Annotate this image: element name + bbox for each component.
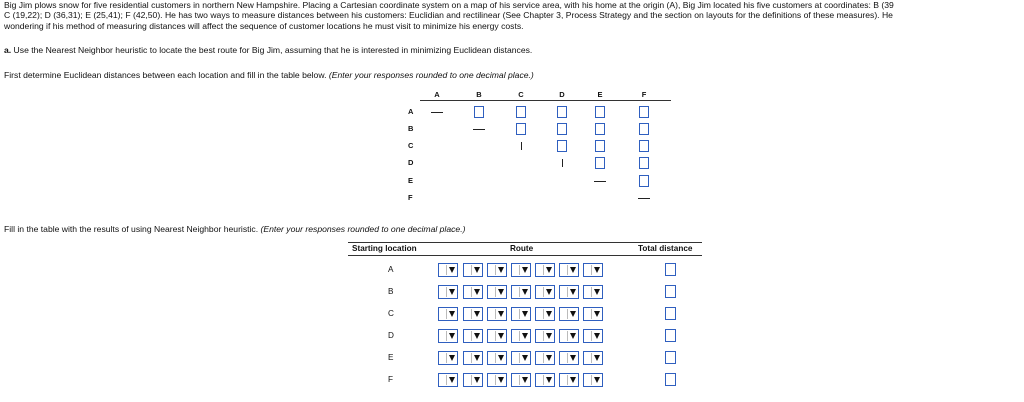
dropdown-separator <box>471 375 472 385</box>
route-dropdown-b-6[interactable] <box>559 285 579 299</box>
chevron-down-icon <box>449 355 455 361</box>
route-dropdown-d-3[interactable] <box>487 329 507 343</box>
route-dropdown-a-2[interactable] <box>463 263 483 277</box>
route-dropdown-e-4[interactable] <box>511 351 531 365</box>
chevron-down-icon <box>546 311 552 317</box>
dropdown-separator <box>471 287 472 297</box>
chevron-down-icon <box>522 333 528 339</box>
dropdown-separator <box>543 375 544 385</box>
chevron-down-icon <box>594 289 600 295</box>
dropdown-separator <box>591 375 592 385</box>
chevron-down-icon <box>449 333 455 339</box>
matrix-col-header-e: E <box>597 90 603 99</box>
dropdown-separator <box>519 353 520 363</box>
dropdown-separator <box>543 309 544 319</box>
dropdown-separator <box>567 353 568 363</box>
route-dropdown-c-3[interactable] <box>487 307 507 321</box>
dropdown-separator <box>591 331 592 341</box>
distance-input-a-b[interactable] <box>474 106 484 118</box>
chevron-down-icon <box>594 267 600 273</box>
part-a-text: Use the Nearest Neighbor heuristic to locate the best route for Big Jim, assuming that he is interested in minimizing Euclidean distances. <box>11 45 533 55</box>
chevron-down-icon <box>594 311 600 317</box>
chevron-down-icon <box>522 355 528 361</box>
total-distance-input-f[interactable] <box>665 373 676 386</box>
dropdown-separator <box>519 309 520 319</box>
route-instruction-text: Fill in the table with the results of using Nearest Neighbor heuristic. <box>4 224 261 234</box>
route-dropdown-e-7[interactable] <box>583 351 603 365</box>
dropdown-separator <box>591 287 592 297</box>
route-dropdown-a-5[interactable] <box>535 263 555 277</box>
distance-input-d-f[interactable] <box>639 157 649 169</box>
dropdown-separator <box>591 309 592 319</box>
total-distance-input-b[interactable] <box>665 285 676 298</box>
chevron-down-icon <box>594 377 600 383</box>
route-dropdown-f-1[interactable] <box>438 373 458 387</box>
distance-input-a-e[interactable] <box>595 106 605 118</box>
chevron-down-icon <box>546 355 552 361</box>
dropdown-separator <box>495 265 496 275</box>
route-dropdown-f-5[interactable] <box>535 373 555 387</box>
chevron-down-icon <box>474 333 480 339</box>
dropdown-separator <box>495 287 496 297</box>
dropdown-separator <box>471 353 472 363</box>
dropdown-separator <box>567 309 568 319</box>
chevron-down-icon <box>449 311 455 317</box>
matrix-row-header-e: E <box>408 176 414 185</box>
route-dropdown-b-4[interactable] <box>511 285 531 299</box>
part-a-question <box>4 45 532 55</box>
header-route: Route <box>510 244 534 253</box>
header-starting-location: Starting location <box>352 244 417 253</box>
dropdown-separator <box>495 353 496 363</box>
dropdown-separator <box>543 287 544 297</box>
matrix-col-header-a: A <box>434 90 440 99</box>
chevron-down-icon <box>570 355 576 361</box>
distance-input-c-e[interactable] <box>595 140 605 152</box>
chevron-down-icon <box>498 267 504 273</box>
chevron-down-icon <box>570 311 576 317</box>
route-dropdown-d-6[interactable] <box>559 329 579 343</box>
matrix-row-header-a: A <box>408 107 414 116</box>
route-instruction <box>4 224 465 234</box>
route-dropdown-d-1[interactable] <box>438 329 458 343</box>
route-dropdown-e-6[interactable] <box>559 351 579 365</box>
route-dropdown-c-7[interactable] <box>583 307 603 321</box>
route-table-top-border <box>348 242 702 243</box>
dropdown-separator <box>471 309 472 319</box>
matrix-instruction-hint: (Enter your responses rounded to one decimal place.) <box>328 70 534 80</box>
route-dropdown-c-6[interactable] <box>559 307 579 321</box>
chevron-down-icon <box>474 377 480 383</box>
dropdown-separator <box>591 265 592 275</box>
distance-input-e-f[interactable] <box>639 175 649 187</box>
distance-input-b-d[interactable] <box>557 123 567 135</box>
dropdown-separator <box>495 375 496 385</box>
problem-line-2: C (19,22); D (36,31); E (25,41); F (42,50). He has two ways to measure distances between his customers: Euclidian and rectilinear (See Chapter 3, Process Strategy and the section on layouts for the definitions of these measures). He <box>4 10 893 21</box>
route-dropdown-c-1[interactable] <box>438 307 458 321</box>
route-dropdown-a-7[interactable] <box>583 263 603 277</box>
total-distance-input-d[interactable] <box>665 329 676 342</box>
route-dropdown-f-6[interactable] <box>559 373 579 387</box>
chevron-down-icon <box>570 267 576 273</box>
route-dropdown-b-1[interactable] <box>438 285 458 299</box>
route-dropdown-d-4[interactable] <box>511 329 531 343</box>
dropdown-separator <box>567 375 568 385</box>
distance-input-a-c[interactable] <box>516 106 526 118</box>
dropdown-separator <box>446 265 447 275</box>
matrix-diagonal-dash <box>638 198 650 199</box>
dropdown-separator <box>446 287 447 297</box>
route-dropdown-b-7[interactable] <box>583 285 603 299</box>
problem-line-1: Big Jim plows snow for five residential customers in northern New Hampshire. Placing a Cartesian coordinate system on a map of his service area, with his home at the origin (A), Big Jim located his five customers at coordinates: B (39 <box>4 0 894 10</box>
route-dropdown-f-4[interactable] <box>511 373 531 387</box>
chevron-down-icon <box>474 311 480 317</box>
route-dropdown-d-5[interactable] <box>535 329 555 343</box>
chevron-down-icon <box>570 333 576 339</box>
part-a-label: a. <box>4 45 12 55</box>
matrix-diagonal-dash <box>473 129 485 130</box>
dropdown-separator <box>446 353 447 363</box>
dropdown-separator <box>567 265 568 275</box>
chevron-down-icon <box>522 377 528 383</box>
chevron-down-icon <box>498 377 504 383</box>
chevron-down-icon <box>449 377 455 383</box>
route-dropdown-e-2[interactable] <box>463 351 483 365</box>
matrix-diagonal-dash <box>562 159 563 167</box>
matrix-instruction <box>4 70 534 80</box>
chevron-down-icon <box>498 289 504 295</box>
distance-input-d-e[interactable] <box>595 157 605 169</box>
dropdown-separator <box>543 265 544 275</box>
route-dropdown-d-7[interactable] <box>583 329 603 343</box>
start-location-f: F <box>388 375 394 384</box>
dropdown-separator <box>446 331 447 341</box>
distance-input-a-f[interactable] <box>639 106 649 118</box>
chevron-down-icon <box>449 289 455 295</box>
header-total-distance: Total distance <box>638 244 693 253</box>
distance-input-c-d[interactable] <box>557 140 567 152</box>
dropdown-separator <box>495 331 496 341</box>
chevron-down-icon <box>498 355 504 361</box>
chevron-down-icon <box>546 267 552 273</box>
start-location-c: C <box>388 309 394 318</box>
route-table-header-divider <box>348 255 702 256</box>
dropdown-separator <box>446 375 447 385</box>
route-dropdown-b-3[interactable] <box>487 285 507 299</box>
chevron-down-icon <box>474 355 480 361</box>
matrix-col-header-b: B <box>476 90 482 99</box>
chevron-down-icon <box>522 267 528 273</box>
total-distance-input-e[interactable] <box>665 351 676 364</box>
matrix-diagonal-dash <box>431 112 443 113</box>
dropdown-separator <box>471 265 472 275</box>
chevron-down-icon <box>474 289 480 295</box>
route-dropdown-b-5[interactable] <box>535 285 555 299</box>
start-location-d: D <box>388 331 394 340</box>
distance-input-a-d[interactable] <box>557 106 567 118</box>
route-dropdown-e-3[interactable] <box>487 351 507 365</box>
route-dropdown-e-1[interactable] <box>438 351 458 365</box>
route-dropdown-f-3[interactable] <box>487 373 507 387</box>
problem-statement <box>4 0 1024 31</box>
matrix-diagonal-dash <box>521 142 522 150</box>
dropdown-separator <box>519 287 520 297</box>
chevron-down-icon <box>546 289 552 295</box>
dropdown-separator <box>471 331 472 341</box>
chevron-down-icon <box>522 311 528 317</box>
start-location-e: E <box>388 353 394 362</box>
chevron-down-icon <box>474 267 480 273</box>
matrix-instruction-text: First determine Euclidean distances between each location and fill in the table below. <box>4 70 329 80</box>
matrix-row-header-b: B <box>408 124 414 133</box>
dropdown-separator <box>519 375 520 385</box>
route-dropdown-c-5[interactable] <box>535 307 555 321</box>
chevron-down-icon <box>546 333 552 339</box>
chevron-down-icon <box>570 377 576 383</box>
chevron-down-icon <box>449 267 455 273</box>
dropdown-separator <box>567 287 568 297</box>
distance-input-c-f[interactable] <box>639 140 649 152</box>
chevron-down-icon <box>570 289 576 295</box>
matrix-row-header-c: C <box>408 141 414 150</box>
start-location-a: A <box>388 265 394 274</box>
route-dropdown-c-2[interactable] <box>463 307 483 321</box>
chevron-down-icon <box>498 333 504 339</box>
matrix-header-divider <box>420 100 671 101</box>
matrix-col-header-d: D <box>559 90 565 99</box>
route-dropdown-e-5[interactable] <box>535 351 555 365</box>
chevron-down-icon <box>522 289 528 295</box>
matrix-col-header-c: C <box>518 90 524 99</box>
chevron-down-icon <box>546 377 552 383</box>
dropdown-separator <box>495 309 496 319</box>
total-distance-input-a[interactable] <box>665 263 676 276</box>
start-location-b: B <box>388 287 394 296</box>
matrix-row-header-d: D <box>408 158 414 167</box>
route-dropdown-a-4[interactable] <box>511 263 531 277</box>
route-dropdown-a-1[interactable] <box>438 263 458 277</box>
matrix-diagonal-dash <box>594 181 606 182</box>
dropdown-separator <box>543 331 544 341</box>
route-dropdown-b-2[interactable] <box>463 285 483 299</box>
dropdown-separator <box>519 265 520 275</box>
dropdown-separator <box>567 331 568 341</box>
dropdown-separator <box>519 331 520 341</box>
chevron-down-icon <box>594 333 600 339</box>
dropdown-separator <box>543 353 544 363</box>
route-dropdown-d-2[interactable] <box>463 329 483 343</box>
distance-input-b-e[interactable] <box>595 123 605 135</box>
route-dropdown-a-3[interactable] <box>487 263 507 277</box>
dropdown-separator <box>446 309 447 319</box>
chevron-down-icon <box>594 355 600 361</box>
distance-input-b-c[interactable] <box>516 123 526 135</box>
route-instruction-hint: (Enter your responses rounded to one decimal place.) <box>260 224 466 234</box>
dropdown-separator <box>591 353 592 363</box>
matrix-row-header-f: F <box>408 193 413 202</box>
route-dropdown-a-6[interactable] <box>559 263 579 277</box>
route-dropdown-f-2[interactable] <box>463 373 483 387</box>
problem-line-3: wondering if his method of measuring distances will affect the sequence of customer locations he must visit to minimize his energy costs. <box>4 20 524 31</box>
route-dropdown-c-4[interactable] <box>511 307 531 321</box>
matrix-col-header-f: F <box>641 90 647 99</box>
total-distance-input-c[interactable] <box>665 307 676 320</box>
distance-input-b-f[interactable] <box>639 123 649 135</box>
route-dropdown-f-7[interactable] <box>583 373 603 387</box>
chevron-down-icon <box>498 311 504 317</box>
